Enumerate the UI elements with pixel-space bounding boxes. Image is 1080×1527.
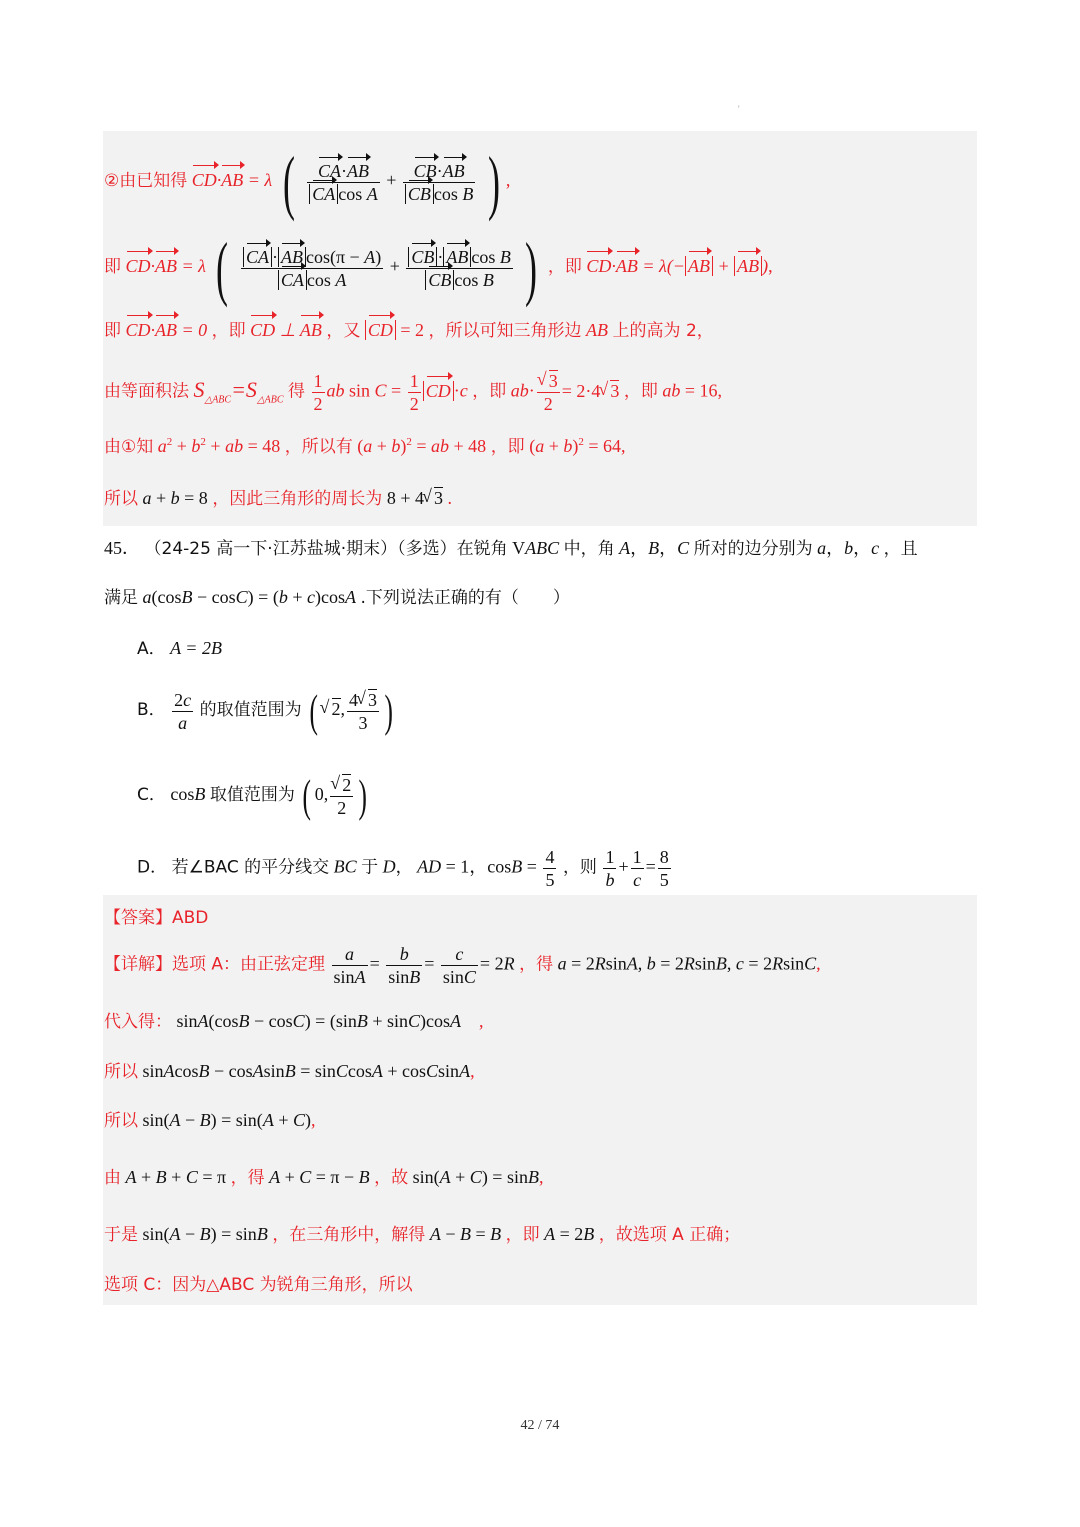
detail-line-2: 代入得： sinA(cosB − cosC) = (sinB + sinC)cosA , [104, 1011, 484, 1032]
question-line-2: 满足 a(cosB − cosC) = (b + c)cosA .下列说法正确的有（ ） [104, 587, 570, 608]
line3-f: 上的高为 2， [612, 321, 714, 341]
line3-a: 即 [104, 321, 121, 341]
line5-a: 由①知 [104, 437, 154, 457]
detail-line-1: 【详解】选项 A：由正弦定理 $\frac{a}{\sin A}$ = $\frac{b}{\sin B}$ = $\frac{c}{\sin C}$ = 2R ，得 a = 2RsinA, b = 2RsinB, c = 2RsinC, [104, 944, 821, 987]
answer-label: 【答案】ABD [104, 908, 209, 928]
option-d-c: ， [395, 857, 413, 878]
line5-c: ，即 [490, 437, 525, 457]
detail-line-4: 所以 sin(A − B) = sin(A + C), [104, 1110, 316, 1131]
option-d-label: D． [137, 857, 168, 878]
line6-b: ，因此三角形的周长为 [212, 489, 383, 509]
line4-d: ，即 [623, 381, 658, 402]
line2-prefix: 即 [104, 257, 121, 278]
detail-line4-label: 所以 [104, 1111, 138, 1131]
option-a [137, 636, 222, 661]
detail-line-3: 所以 sinAcosB − cosAsinB = sinCcosA + cosCsinA, [104, 1061, 475, 1082]
detail-line3-label: 所以 [104, 1062, 138, 1082]
detail-line5-a: 由 [104, 1168, 121, 1188]
question-source: （24-25 高一下·江苏盐城·期末）（多选）在锐角 [144, 539, 508, 559]
question-line-1: 45． （24-25 高一下·江苏盐城·期末）（多选）在锐角 VABC 中，角 A，B，C 所对的边分别为 a，b，c ，且 [104, 538, 918, 559]
detail-line6-c: ，即 [505, 1225, 540, 1245]
option-b: B． $\frac{2c}{a}$ 的取值范围为 (√ 2, $\frac{4√ 3}{3}$ ) [137, 688, 396, 734]
detail-line-7 [104, 1272, 413, 1297]
option-d-d: ，则 [562, 857, 597, 878]
line1-prefix: ②由已知得 [104, 171, 188, 192]
detail-line-5: 由 A + B + C = π ，得 A + C = π − B ，故 sin(A + C) = sinB, [104, 1167, 544, 1188]
detail-line7: 选项 C：因为△ABC 为锐角三角形，所以 [104, 1275, 413, 1295]
question-stem-c: ，且 [883, 539, 918, 559]
detail-line5-c: ，故 [374, 1168, 409, 1188]
solution-line-5: 由①知 $a^2 + b^2$ + ab = 48 ，所以有 $(a + b)^2$ = ab + 48 ，即 $(a + b)^2 = 64$, [104, 436, 626, 457]
line5-b: ，所以有 [284, 437, 353, 457]
option-d: D． 若∠BAC 的平分线交 BC 于 D， AD = 1，cosB = $\frac{4}{5}$ ，则 $\frac{1}{b}$ + $\frac{1}{c}$ = $\frac{8}{5}$ [137, 847, 669, 890]
line3-c: ，又 [326, 321, 361, 341]
detail-line5-b: ，得 [230, 1168, 265, 1188]
line4-b: 得 [288, 381, 306, 402]
option-b-text: 的取值范围为 [199, 700, 302, 721]
solution-line-1: ②由已知得 CD·AB = λ ( $\frac{CA\cdot AB}{\text{CA cos A}}$ + $\frac{CB\cdot AB}{\text{CB cos B}}$ ) , [104, 142, 511, 222]
question-line2-b: .下列说法正确的有（ ） [360, 588, 570, 608]
line3-e: AB [586, 320, 609, 340]
detail-line6-b: ，在三角形中，解得 [272, 1225, 426, 1245]
line4-c: ，即 [472, 381, 507, 402]
option-c-text: 取值范围为 [209, 785, 295, 806]
question-number: 45． [104, 538, 140, 558]
line4-a: 由等面积法 [104, 381, 189, 402]
option-a-label: A． [137, 639, 166, 659]
line3-b: ，即 [211, 321, 246, 341]
detail-line-6: 于是 sin(A − B) = sinB ，在三角形中，解得 A − B = B ，即 A = 2B ，故选项 A 正确； [104, 1224, 741, 1245]
line6-c: . [447, 488, 452, 508]
question-line2-a: 满足 [104, 588, 138, 608]
question-stem-b: 所对的边分别为 [693, 539, 813, 559]
line3-d: ，所以可知三角形边 [428, 321, 582, 341]
header-mark: ' [738, 104, 740, 114]
page-number: 42 / 74 [520, 1418, 560, 1433]
detail-line6-d: ，故选项 A 正确； [598, 1225, 741, 1245]
option-d-a: 若∠BAC 的平分线交 [171, 857, 330, 878]
detail-line6-a: 于是 [104, 1225, 138, 1245]
solution-line-4: 由等面积法 $S_{\triangle ABC}=S_{\triangle ABC}$ 得 $\frac{1}{2}$ ab sin C = $\frac{1}{2}$ CD ·c ，即 ab· √ $\frac{3}{2}$ = 2·4√ 3 ，即 ab = 16, [104, 370, 722, 415]
option-a-text: A = 2B [170, 638, 222, 658]
solution-line-6: 所以 a + b = 8 ，因此三角形的周长为 8 + 4√ 3 . [104, 486, 452, 511]
detail-line2-label: 代入得： [104, 1012, 172, 1032]
line2-mid: ，即 [547, 257, 582, 278]
answer-line [104, 905, 208, 930]
line6-a: 所以 [104, 489, 138, 509]
solution-line-3: 即 CD·AB = 0 ，即 CD ⊥ AB ，又 CD = 2 ，所以可知三角形边 AB 上的高为 2， [104, 320, 714, 341]
option-d-b: 于 [361, 857, 379, 878]
option-b-label: B． [137, 700, 166, 721]
detail-a: ，得 [519, 954, 554, 975]
detail-label: 【详解】选项 A：由正弦定理 [104, 954, 326, 975]
option-c-label: C． [137, 785, 166, 806]
option-c: C． cosB 取值范围为 ( 0, √ $\frac{2}{2}$ ) [137, 773, 371, 819]
question-stem-a: 中，角 [563, 539, 615, 559]
solution-line-2: 即 CD·AB = λ ( $\frac{\text{CA · AB cos(π − A)}}{\text{CA cos A}}$ + $\frac{\text{CB · AB cos B}}{\text{CB cos B}}$ ) ，即 CD·AB = λ(− AB + AB ), [104, 228, 773, 308]
